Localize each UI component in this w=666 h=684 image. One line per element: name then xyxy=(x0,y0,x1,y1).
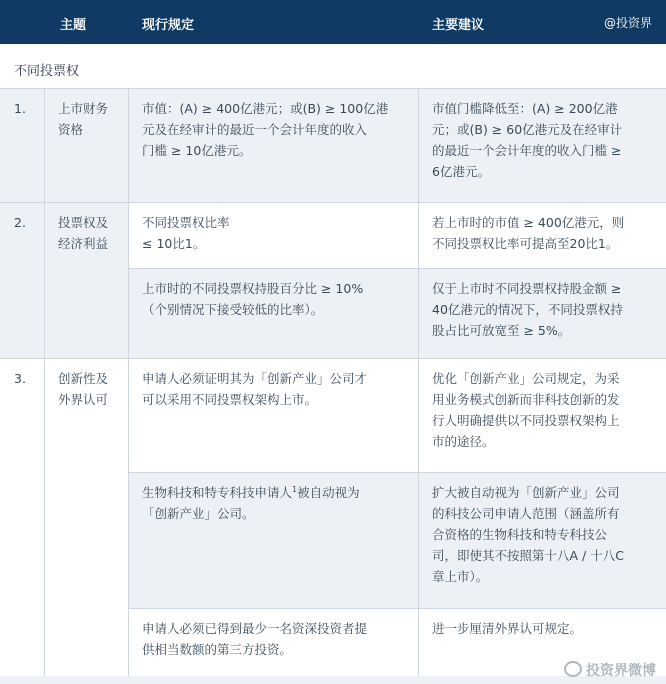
row3b-current-line xyxy=(142,482,412,503)
row1-current xyxy=(142,98,412,161)
row3c-current-line: 供相当数额的第三方投资。 xyxy=(142,642,293,657)
row2a-current xyxy=(142,212,412,254)
row3a-current-line: 申请人必须证明其为「创新产业」公司才 xyxy=(142,371,368,386)
row3c-proposal xyxy=(432,618,660,639)
row1-topic-line1: 上市财务 xyxy=(58,101,109,116)
weibo-watermark xyxy=(564,660,656,680)
section-title-row xyxy=(0,44,666,89)
col-divider-3 xyxy=(418,89,419,676)
header-topic: 主题 xyxy=(60,18,87,33)
header-proposals: 主要建议 xyxy=(432,18,485,33)
row3b-current-text: 生物科技和特专科技申请人 xyxy=(142,485,293,500)
row1-proposal-line: 元；或(B) ≥ 60亿港元及在经审计 xyxy=(432,122,623,137)
col-divider-2 xyxy=(128,89,129,676)
col-divider-1 xyxy=(44,89,45,676)
row2b-current-line: （个别情况下接受较低的比率）。 xyxy=(142,302,324,317)
row-divider xyxy=(0,202,666,203)
row3b-current xyxy=(142,482,412,524)
row3b-proposal-line: 合资格的生物科技和特专科技公 xyxy=(432,527,608,542)
row1-proposal-line: 市值门槛降低至：(A) ≥ 200亿港 xyxy=(432,101,618,116)
row2a-proposal-line: 不同投票权比率可提高至20比1。 xyxy=(432,236,619,251)
row-divider xyxy=(128,608,666,609)
row1-number: 1. xyxy=(14,101,26,116)
row3c-current-line: 申请人必须已得到最少一名资深投资者提 xyxy=(142,621,368,636)
row3b-proposal xyxy=(432,482,660,587)
table-header xyxy=(0,0,666,44)
row1-proposal-line: 6亿港元。 xyxy=(432,164,490,179)
row3a-current-line: 可以采用不同投票权架构上市。 xyxy=(142,392,318,407)
row2b-proposal xyxy=(432,278,660,341)
row1-current-line: 市值：(A) ≥ 400亿港元；或(B) ≥ 100亿港 xyxy=(142,101,389,116)
row3a-proposal xyxy=(432,368,660,452)
row3b-current-line: 「创新产业」公司。 xyxy=(142,506,255,521)
header-current-rules: 现行规定 xyxy=(142,18,195,33)
header-watermark: @投资界 xyxy=(603,16,652,30)
row2-topic-line1: 投票权及 xyxy=(58,215,109,230)
row1-current-line: 门槛 ≥ 10亿港元。 xyxy=(142,143,252,158)
row2b-current xyxy=(142,278,412,320)
row2-topic xyxy=(58,212,108,254)
row2b-current-line: 上市时的不同投票权持股百分比 ≥ 10% xyxy=(142,281,364,296)
row3a-proposal-line: 市的途径。 xyxy=(432,434,495,449)
row3a-proposal-line: 用业务模式创新而非科技创新的发 xyxy=(432,392,620,407)
row2a-proposal-line: 若上市时的市值 ≥ 400亿港元，则 xyxy=(432,215,625,230)
row-divider xyxy=(128,268,666,269)
row3-number: 3. xyxy=(14,371,26,386)
row2a-proposal xyxy=(432,212,660,254)
row2-number: 2. xyxy=(14,215,26,230)
row2-topic-line2: 经济利益 xyxy=(58,236,109,251)
row3a-current xyxy=(142,368,412,410)
row1-topic-line2: 资格 xyxy=(58,122,84,137)
footnote-marker: 1 xyxy=(292,484,298,494)
row2a-current-line: 不同投票权比率 xyxy=(142,215,230,230)
row3b-proposal-line: 的科技公司申请人范围（涵盖所有 xyxy=(432,506,620,521)
row3b-current-text: 被自动视为 xyxy=(297,485,360,500)
row2a-current-line: ≤ 10比1。 xyxy=(142,236,206,251)
row-divider xyxy=(0,358,666,359)
row1-proposal-line: 的最近一个会计年度的收入门槛 ≥ xyxy=(432,143,622,158)
row2b-proposal-line: 股占比可放宽至 ≥ 5%。 xyxy=(432,323,571,338)
row3-topic xyxy=(58,368,108,410)
row3a-proposal-line: 行人明确提供以不同投票权架构上 xyxy=(432,413,620,428)
row1-current-line: 元及在经审计的最近一个会计年度的收入 xyxy=(142,122,368,137)
row3b-proposal-line: 章上市）。 xyxy=(432,569,489,584)
row2b-proposal-line: 仅于上市时不同投票权持股金额 ≥ xyxy=(432,281,622,296)
row3a-proposal-line: 优化「创新产业」公司规定，为采 xyxy=(432,371,620,386)
row1-topic xyxy=(58,98,108,140)
row3c-current xyxy=(142,618,412,660)
row3-topic-line1: 创新性及 xyxy=(58,371,109,386)
row3-topic-line2: 外界认可 xyxy=(58,392,109,407)
row1-proposal xyxy=(432,98,660,182)
weibo-watermark-text: 投资界微博 xyxy=(586,663,656,679)
weibo-icon xyxy=(564,661,582,677)
section-title: 不同投票权 xyxy=(14,64,80,79)
row-divider xyxy=(128,472,666,473)
row2b-proposal-line: 40亿港元的情况下，不同投票权持 xyxy=(432,302,623,317)
row3b-proposal-line: 司，即使其不按照第十八A / 十八C xyxy=(432,548,624,563)
row3b-proposal-line: 扩大被自动视为「创新产业」公司 xyxy=(432,485,620,500)
row3c-proposal-line: 进一步厘清外界认可规定。 xyxy=(432,621,583,636)
